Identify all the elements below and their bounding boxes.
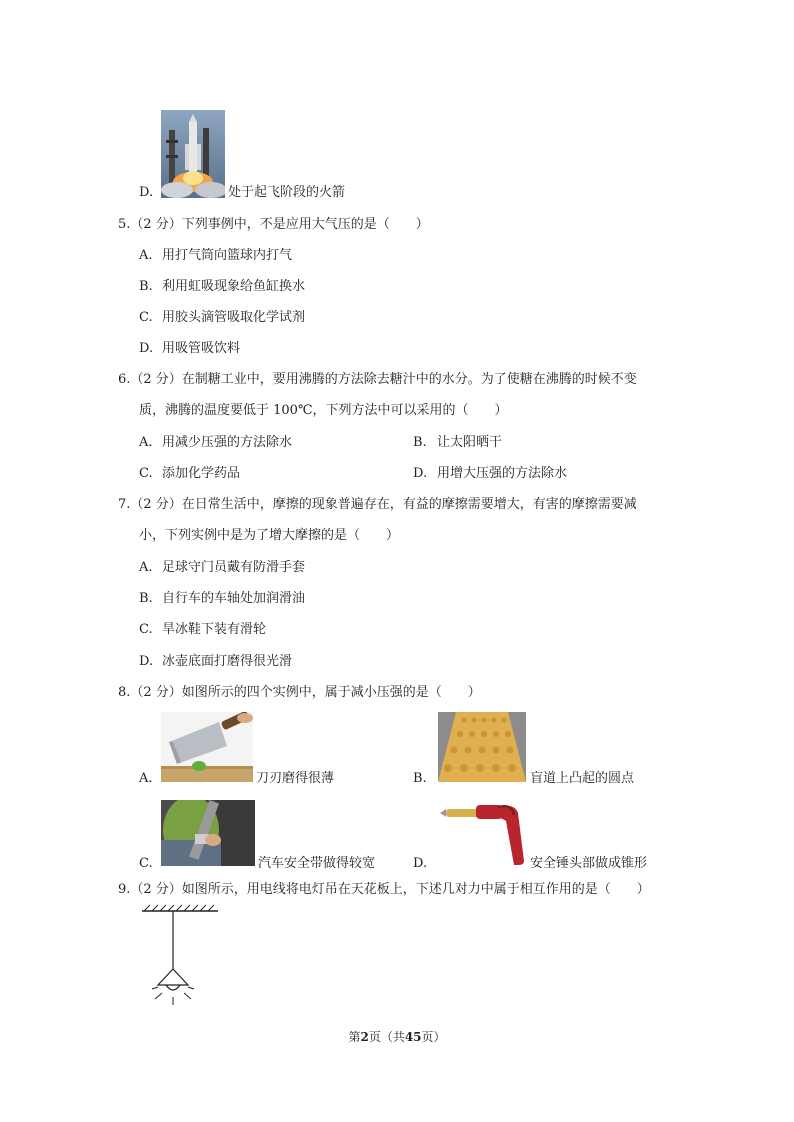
q7-option-c-letter: C. — [139, 622, 153, 637]
q6-option-a-letter: A. — [139, 435, 153, 450]
rocket-launch-image — [161, 110, 225, 198]
q8-option-c-text: 汽车安全带做得较宽 — [258, 856, 376, 871]
footer-prefix: 第 — [348, 1030, 361, 1044]
q4-option-d-letter: D. — [139, 185, 154, 200]
footer-page-number: 2 — [360, 1030, 369, 1044]
q8-option-b-letter: B. — [413, 771, 427, 786]
footer-suffix: 页） — [421, 1030, 446, 1044]
safety-hammer-image — [440, 795, 528, 867]
q6-stem-line2: 质，沸腾的温度要低于 100℃，下列方法中可以采用的（ ） — [139, 403, 508, 418]
q8-stem: 8.（2 分）如图所示的四个实例中，属于减小压强的是（ ） — [118, 685, 481, 700]
q7-option-a-text: 足球守门员戴有防滑手套 — [162, 560, 306, 575]
q8-option-d-text: 安全锤头部做成锥形 — [530, 856, 648, 871]
q7-option-d-letter: D. — [139, 654, 154, 669]
q5-option-b-letter: B. — [139, 279, 153, 294]
q6-stem-line1: 6.（2 分）在制糖工业中，要用沸腾的方法除去糖汁中的水分。为了使糖在沸腾的时候不变 — [118, 372, 637, 387]
tactile-paving-image — [438, 712, 526, 782]
q6-option-c-letter: C. — [139, 466, 153, 481]
q6-option-a-text: 用减少压强的方法除水 — [162, 435, 293, 450]
q6-option-b-text: 让太阳晒干 — [437, 435, 503, 450]
q8-option-d-letter: D. — [413, 856, 428, 871]
q5-option-b-text: 利用虹吸现象给鱼缸换水 — [162, 279, 306, 294]
q5-option-d-letter: D. — [139, 341, 154, 356]
q8-option-c-letter: C. — [139, 856, 153, 871]
q9-stem: 9.（2 分）如图所示，用电线将电灯吊在天花板上，下述几对力中属于相互作用的是（ ） — [118, 882, 650, 897]
hanging-lamp-diagram — [140, 903, 224, 1011]
page-footer — [0, 1029, 794, 1045]
q5-stem: 5.（2 分）下列事例中，不是应用大气压的是（ ） — [118, 217, 429, 232]
q5-option-c-letter: C. — [139, 310, 153, 325]
q8-option-a-letter: A. — [139, 771, 153, 786]
knife-cutting-image — [161, 712, 253, 782]
q8-option-b-text: 盲道上凸起的圆点 — [530, 771, 635, 786]
q8-option-a-text: 刀刃磨得很薄 — [256, 771, 335, 786]
q5-option-d-text: 用吸管吸饮料 — [162, 341, 241, 356]
q7-option-a-letter: A. — [139, 560, 153, 575]
q5-option-c-text: 用胶头滴管吸取化学试剂 — [162, 310, 306, 325]
footer-middle: 页（共 — [368, 1030, 405, 1044]
q7-option-b-text: 自行车的车轴处加润滑油 — [162, 591, 306, 606]
q7-option-c-text: 旱冰鞋下装有滑轮 — [162, 622, 267, 637]
q6-option-b-letter: B. — [413, 435, 427, 450]
q4-option-d-text: 处于起飞阶段的火箭 — [228, 185, 346, 200]
q6-option-d-letter: D. — [413, 466, 428, 481]
q7-stem-line1: 7.（2 分）在日常生活中，摩擦的现象普遍存在，有益的摩擦需要增大，有害的摩擦需要减 — [118, 497, 637, 512]
footer-total-pages: 45 — [404, 1030, 422, 1044]
q6-option-c-text: 添加化学药品 — [162, 466, 241, 481]
q5-option-a-text: 用打气筒向篮球内打气 — [162, 248, 293, 263]
seatbelt-image — [161, 800, 255, 866]
q7-option-d-text: 冰壶底面打磨得很光滑 — [162, 654, 293, 669]
q7-option-b-letter: B. — [139, 591, 153, 606]
q7-stem-line2: 小，下列实例中是为了增大摩擦的是（ ） — [139, 528, 400, 543]
q6-option-d-text: 用增大压强的方法除水 — [437, 466, 568, 481]
q5-option-a-letter: A. — [139, 248, 153, 263]
